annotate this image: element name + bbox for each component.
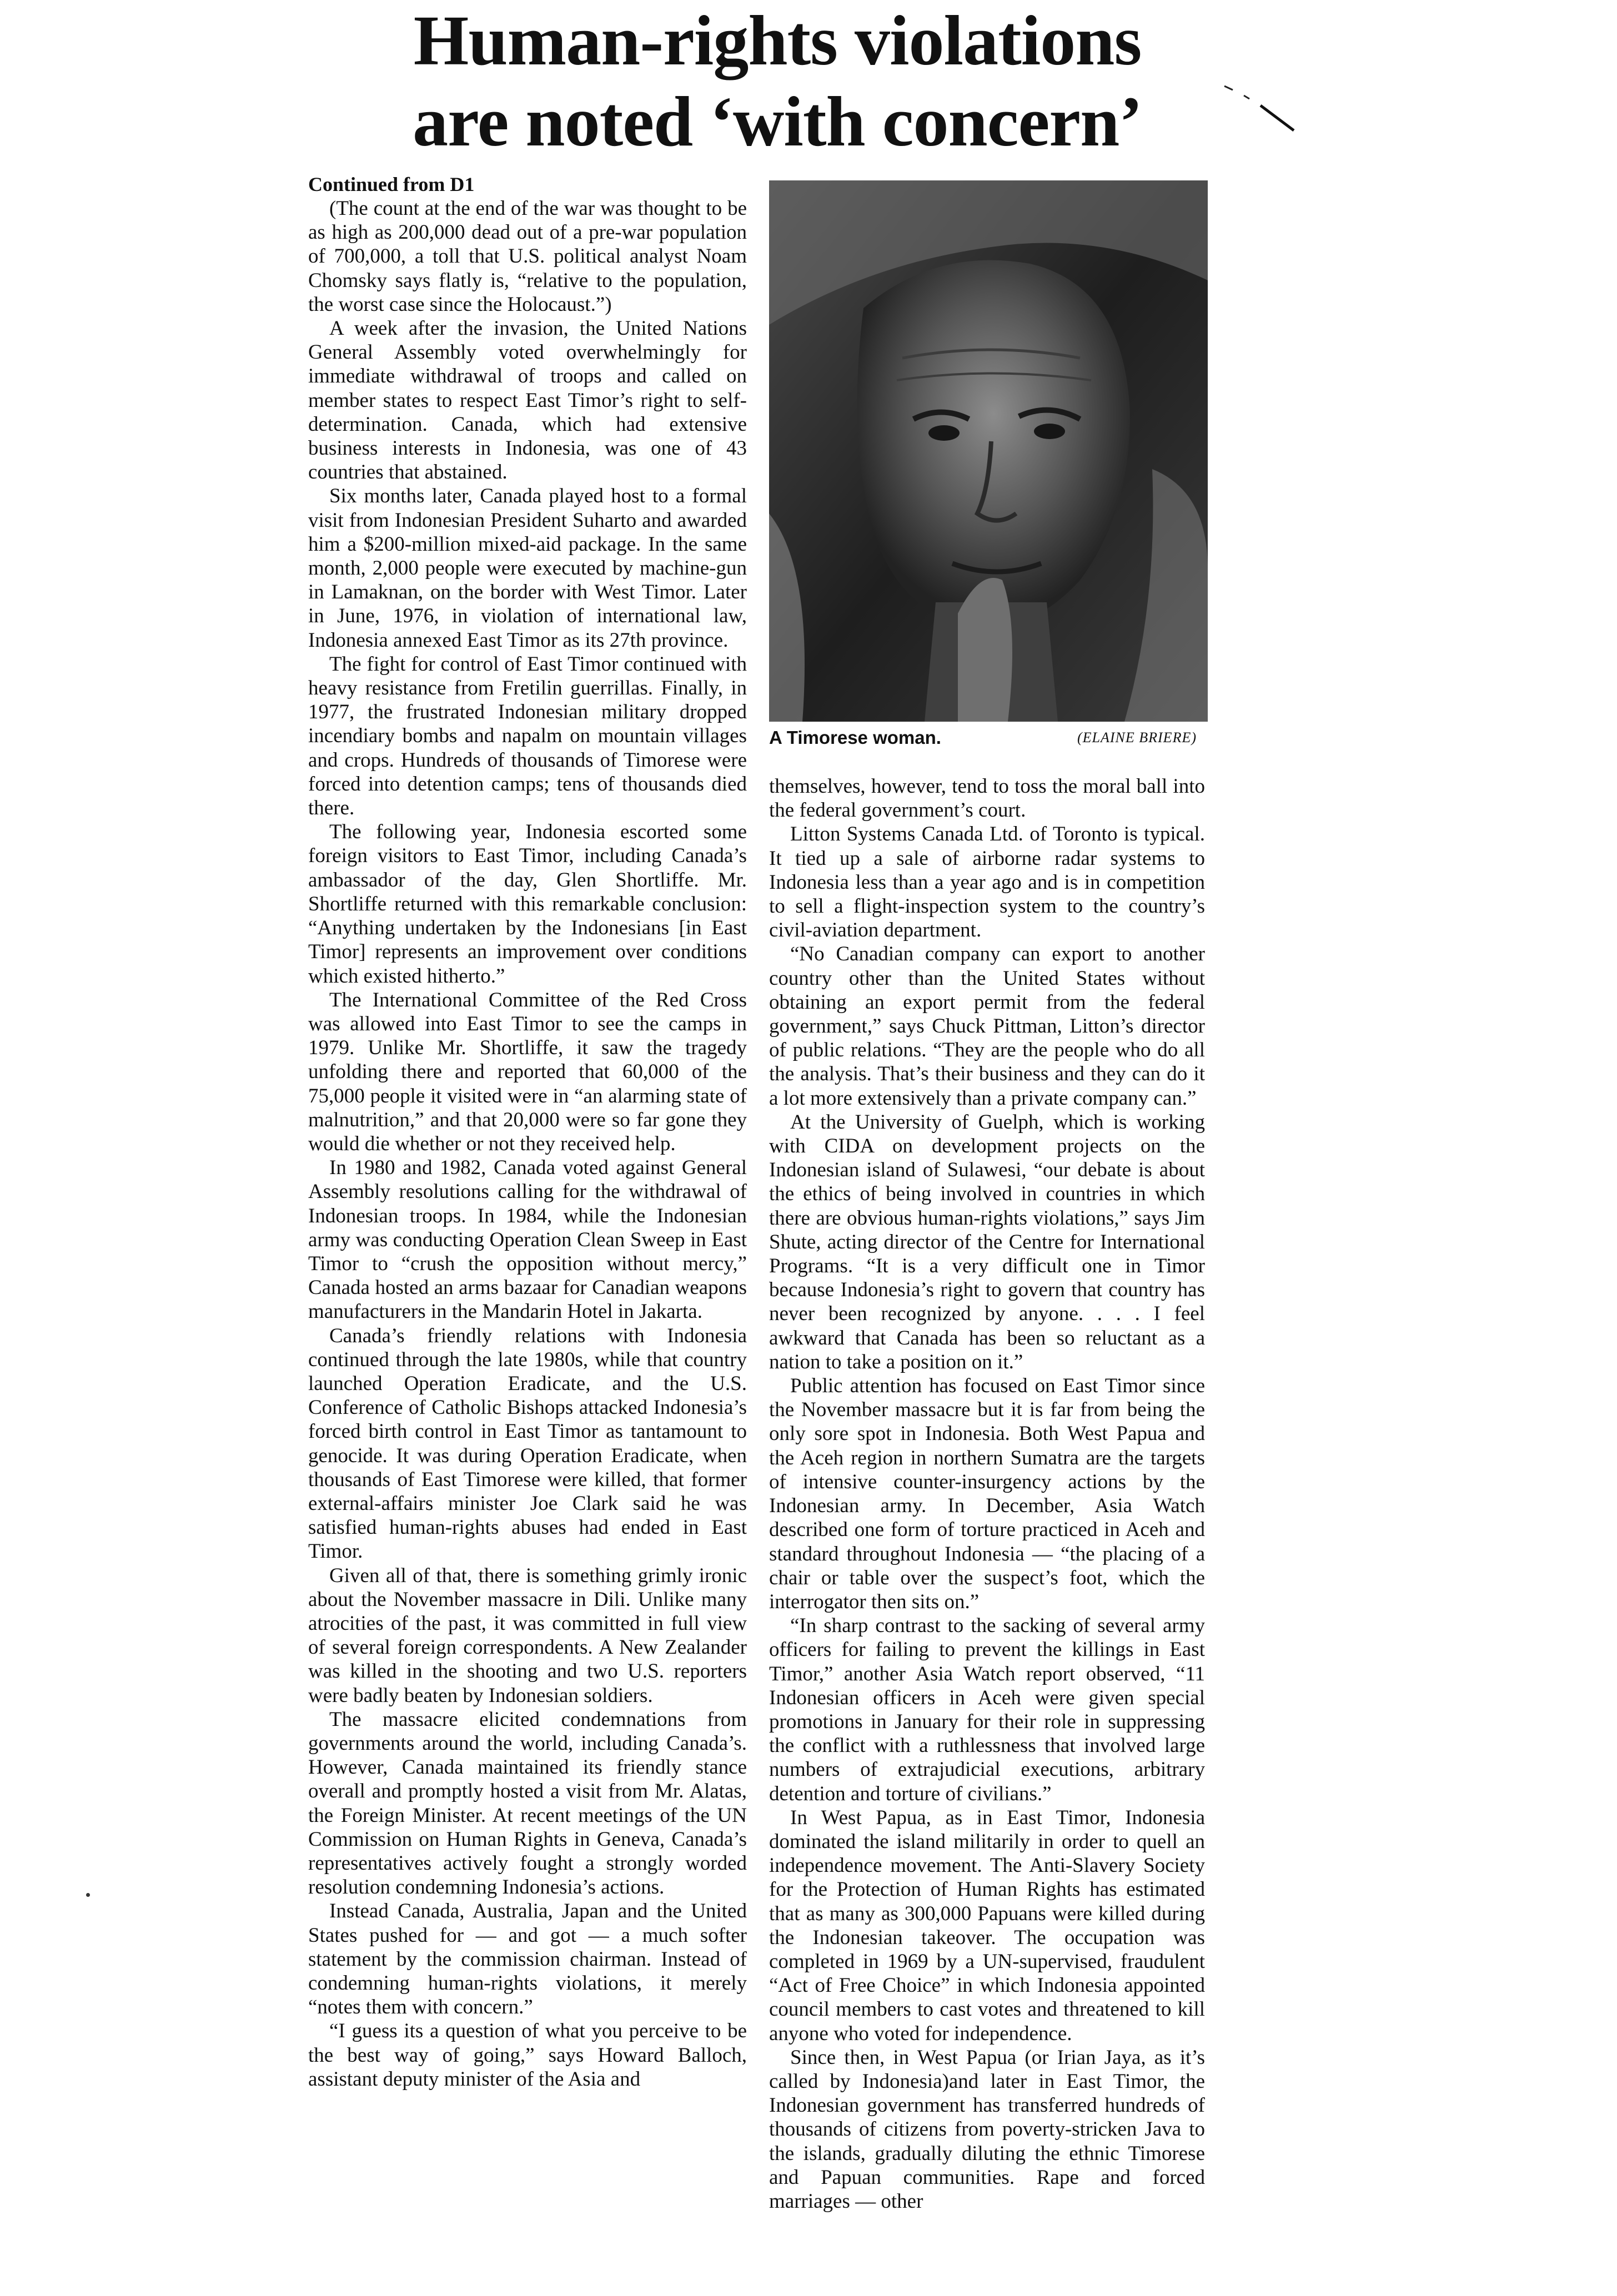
article-paragraph: Canada’s friendly relations with Indonesia continued through the late 1980s, while that country launched Operation Eradicate, and the U.S. Conference of Catholic Bishops attacked Indonesia’s forced birth control in East Timor as tantamount to genocide. It was during Operation Eradicate, when thousands of East Timorese were killed, that former external-affairs minister Joe Clark said he was satisfied human-rights abuses had ended in East Timor. [308, 1324, 747, 1563]
article-paragraph: Given all of that, there is something grimly ironic about the November massacre in Dili. Unlike many atrocities of the past, it was committed in full view of several foreign correspondents. A New Zealander was killed in the shooting and two U.S. reporters were badly beaten by Indonesian soldiers. [308, 1564, 747, 1707]
portrait-illustration [769, 180, 1208, 722]
article-paragraph: Since then, in West Papua (or Irian Jaya, as it’s called by Indonesia)and later in East Timor, the Indonesian government has transferred hundreds of thousands of citizens from poverty-stricken Java to the islands, gradually diluting the ethnic Timorese and Papuan communities. Rape and forced marriages — other [769, 2046, 1205, 2213]
article-paragraph: “In sharp contrast to the sacking of several army officers for failing to prevent the killings in East Timor,” another Asia Watch report observed, “11 Indonesian officers in Aceh were given special promotions in January for their role in suppressing the conflict with a ruthlessness that involved large numbers of extrajudicial executions, arbitrary detention and torture of civilians.” [769, 1614, 1205, 1805]
article-paragraph: The International Committee of the Red Cross was allowed into East Timor to see the camps in 1979. Unlike Mr. Shortliffe, it saw the tragedy unfolding there and reported that 60,000 of the 75,000 people it visited were in “an alarming state of malnutrition,” and that 20,000 were so far gone they would die whether or not they received help. [308, 988, 747, 1155]
article-paragraph: themselves, however, tend to toss the moral ball into the federal government’s court. [769, 775, 1205, 822]
timorese-woman-photo [769, 180, 1208, 722]
article-column-right [769, 774, 1205, 2213]
article-paragraph: Instead Canada, Australia, Japan and the United States pushed for — and got — a much softer statement by the commission chairman. Instead of condemning human-rights violations, it merely “notes them with concern.” [308, 1900, 747, 2019]
headline-line-1: Human-rights violations [413, 1, 1142, 80]
article-column-left [308, 172, 747, 2091]
article-paragraph: “I guess its a question of what you perceive to be the best way of going,” says Howard Balloch, assistant deputy minister of the Asia and [308, 2020, 747, 2091]
headline [311, 0, 1244, 162]
article-paragraph: Six months later, Canada played host to a formal visit from Indonesian President Suharto and awarded him a $200-million mixed-aid package. In the same month, 2,000 people were executed by machine-gun in Lamaknan, on the border with West Timor. Later in June, 1976, in violation of international law, Indonesia annexed East Timor as its 27th province. [308, 485, 747, 652]
article-paragraph: A week after the invasion, the United Nations General Assembly voted overwhelmingly for immediate withdrawal of troops and called on member states to respect East Timor’s right to self-determination. Canada, which had extensive business interests in Indonesia, was one of 43 countries that abstained. [308, 317, 747, 484]
article-paragraph: The following year, Indonesia escorted some foreign visitors to East Timor, including Canada’s ambassador of the day, Glen Shortliffe. Mr. Shortliffe returned with this remarkable conclusion: “Anything undertaken by the Indonesians [in East Timor] represents an improvement over conditions which existed hitherto.” [308, 820, 747, 988]
caption-text: A Timorese woman. [769, 727, 941, 748]
pen-mark-decoration [1222, 83, 1299, 133]
article-paragraph: The massacre elicited condemnations from governments around the world, including Canada’s. However, Canada maintained its friendly stance overall and promptly hosted a visit from Mr. Alatas, the Foreign Minister. At recent meetings of the UN Commission on Human Rights in Geneva, Canada’s representatives actively fought a strongly worded resolution condemning Indonesia’s actions. [308, 1708, 747, 1899]
article-paragraph: Litton Systems Canada Ltd. of Toronto is typical. It tied up a sale of airborne radar systems to Indonesia less than a year ago and is in competition to sell a flight-inspection system to the country’s civil-aviation department. [769, 823, 1205, 942]
continued-from-kicker: Continued from D1 [308, 173, 475, 195]
article-paragraph: At the University of Guelph, which is working with CIDA on development projects on the Indonesian island of Sulawesi, “our debate is about the ethics of being involved in countries in which there are obvious human-rights violations,” says Jim Shute, acting director of the Centre for International Programs. “It is a very difficult one in Timor because Indonesia’s right to govern that country has never been recognized by anyone. . . . I feel awkward that Canada has been so reluctant as a nation to take a position on it.” [769, 1110, 1205, 1373]
article-paragraph: Public attention has focused on East Timor since the November massacre but it is far from being the only sore spot in Indonesia. Both West Papua and the Aceh region in northern Sumatra are the targets of intensive counter-insurgency actions by the Indonesian army. In December, Asia Watch described one form of torture practiced in Aceh and standard throughout Indonesia — “the placing of a chair or table over the suspect’s foot, which the interrogator then sits on.” [769, 1374, 1205, 1613]
article-paragraph: “No Canadian company can export to another country other than the United States without obtaining an export permit from the federal government,” says Chuck Pittman, Litton’s director of public relations. “They are the people who do all the analysis. That’s their business and they can do it a lot more extensively than a private company can.” [769, 943, 1205, 1110]
article-paragraph: (The count at the end of the war was thought to be as high as 200,000 dead out of a pre-war population of 700,000, a toll that U.S. political analyst Noam Chomsky says flatly is, “relative to the population, the worst case since the Holocaust.”) [308, 197, 747, 316]
article-paragraph: In West Papua, as in East Timor, Indonesia dominated the island militarily in order to quell an independence movement. The Anti-Slavery Society for the Protection of Human Rights has estimated that as many as 300,000 Papuans were killed during the Indonesian takeover. The occupation was completed in 1969 by a UN-supervised, fraudulent “Act of Free Choice” in which Indonesia appointed council members to cast votes and threatened to kill anyone who voted for independence. [769, 1806, 1205, 2045]
headline-line-2: are noted ‘with concern’ [413, 82, 1142, 161]
photo-credit: (ELAINE BRIERE) [1077, 729, 1197, 746]
article-paragraph: The fight for control of East Timor continued with heavy resistance from Fretilin guerrillas. Finally, in 1977, the frustrated Indonesian military dropped incendiary bombs and napalm on mountain villages and crops. Hundreds of thousands of Timorese were forced into detention camps; tens of thousands died there. [308, 652, 747, 820]
article-paragraph: In 1980 and 1982, Canada voted against General Assembly resolutions calling for the withdrawal of Indonesian troops. In 1984, while the Indonesian army was conducting Operation Clean Sweep in East Timor to “crush the opposition without mercy,” Canada hosted an arms bazaar for Canadian weapons manufacturers in the Mandarin Hotel in Jakarta. [308, 1156, 747, 1323]
scan-speck [86, 1893, 90, 1897]
photo-caption [769, 727, 1208, 755]
